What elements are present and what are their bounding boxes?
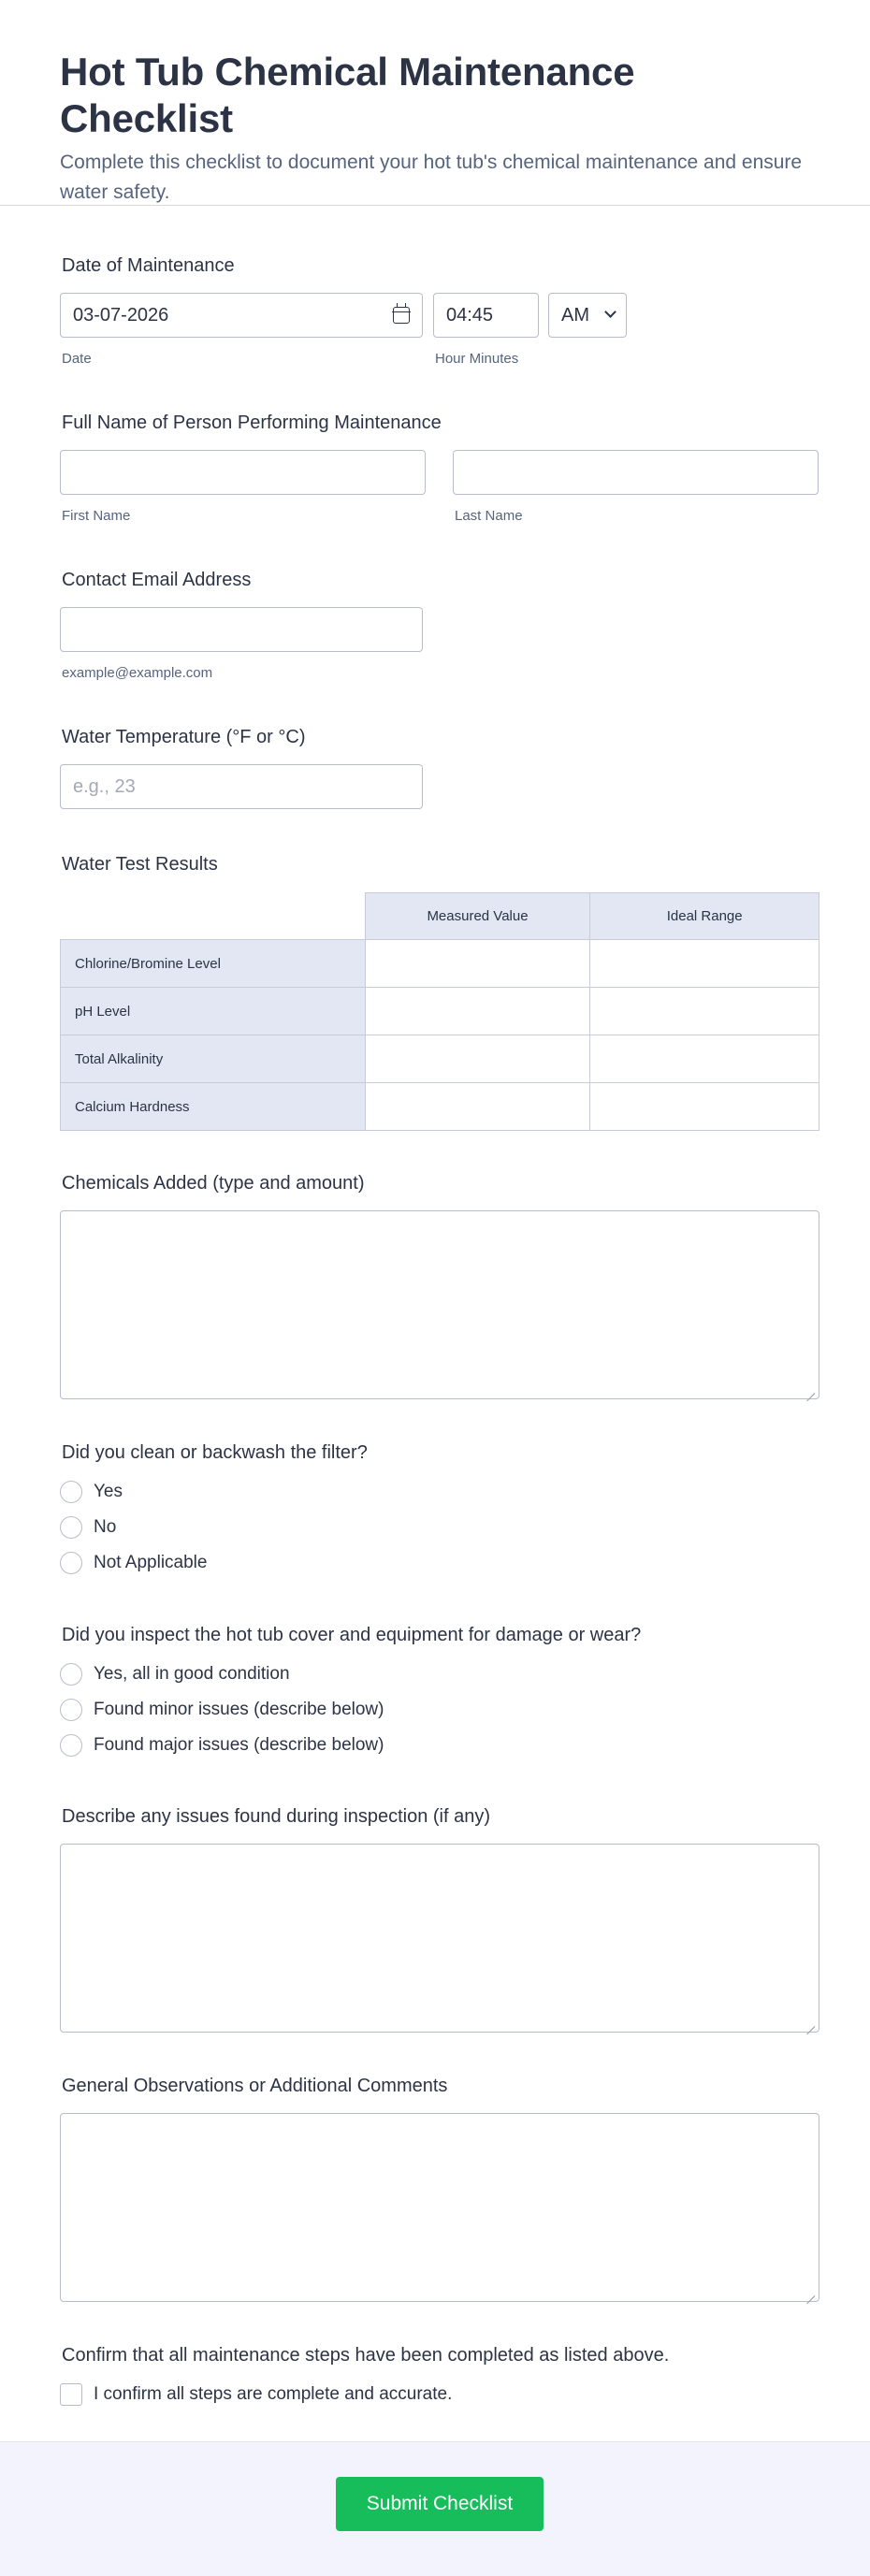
filter-question: [60, 1440, 819, 1465]
row-header: pH Level: [61, 988, 366, 1035]
row-header: Total Alkalinity: [61, 1035, 366, 1083]
date-value: 03-07-2026: [73, 304, 169, 326]
row-header: Chlorine/Bromine Level: [61, 940, 366, 988]
table-row: [61, 988, 819, 1035]
temperature-question-label: Water Temperature (°F or °C): [62, 727, 306, 747]
water-test-label: Water Test Results: [62, 854, 218, 875]
form-subtitle: Complete this checklist to document your hot tub's chemical maintenance and ensure water safety.: [60, 152, 803, 203]
ideal-range-cell[interactable]: [590, 1035, 819, 1083]
email-sublabel: example@example.com: [62, 665, 213, 681]
radio-button[interactable]: [60, 1663, 82, 1686]
time-sublabel: Hour Minutes: [435, 351, 519, 367]
chemicals-question: [60, 1171, 819, 1195]
table-row: [61, 1083, 819, 1131]
inspection-question-label: Did you inspect the hot tub cover and equipment for damage or wear?: [62, 1625, 642, 1645]
form-footer: [0, 2441, 870, 2576]
ideal-range-cell[interactable]: [590, 988, 819, 1035]
inspection-option-minor[interactable]: [60, 1699, 384, 1721]
filter-option-no[interactable]: [60, 1516, 116, 1539]
chemicals-question-label: Chemicals Added (type and amount): [62, 1173, 365, 1194]
resize-handle-icon[interactable]: [805, 1385, 815, 1395]
date-question: [60, 253, 819, 278]
filter-option-yes[interactable]: [60, 1481, 123, 1503]
inspection-question: [60, 1623, 819, 1647]
option-label: Yes, all in good condition: [94, 1664, 290, 1684]
temperature-input[interactable]: [60, 764, 423, 809]
name-question-label: Full Name of Person Performing Maintenance: [62, 412, 442, 433]
water-test-question: [60, 852, 819, 876]
measured-value-cell[interactable]: [365, 1083, 590, 1131]
date-question-label: Date of Maintenance: [62, 255, 235, 276]
comments-question-label: General Observations or Additional Comments: [62, 2076, 448, 2096]
filter-option-not-applicable[interactable]: [60, 1552, 207, 1574]
form-title: Hot Tub Chemical Maintenance Checklist: [60, 50, 635, 140]
email-question: [60, 568, 819, 592]
measured-value-cell[interactable]: [365, 940, 590, 988]
ideal-range-cell[interactable]: [590, 1083, 819, 1131]
radio-button[interactable]: [60, 1481, 82, 1503]
last-name-sublabel: Last Name: [455, 508, 523, 524]
temperature-question: [60, 725, 819, 749]
filter-question-label: Did you clean or backwash the filter?: [62, 1442, 368, 1463]
option-label: Found major issues (describe below): [94, 1735, 384, 1755]
comments-textarea[interactable]: [60, 2113, 819, 2302]
ideal-range-cell[interactable]: [590, 940, 819, 988]
chemicals-textarea[interactable]: [60, 1210, 819, 1399]
radio-button[interactable]: [60, 1699, 82, 1721]
measured-value-cell[interactable]: [365, 1035, 590, 1083]
option-label: Yes: [94, 1482, 123, 1501]
first-name-input[interactable]: [60, 450, 426, 495]
last-name-input[interactable]: [453, 450, 819, 495]
first-name-sublabel: First Name: [62, 508, 131, 524]
radio-button[interactable]: [60, 1552, 82, 1574]
option-label: No: [94, 1517, 117, 1537]
time-input[interactable]: [433, 293, 539, 338]
issues-question-label: Describe any issues found during inspection (if any): [62, 1806, 491, 1827]
option-label: Found minor issues (describe below): [94, 1700, 384, 1719]
column-header: Measured Value: [365, 893, 590, 940]
resize-handle-icon[interactable]: [805, 2288, 815, 2297]
option-label: Not Applicable: [94, 1553, 208, 1572]
resize-handle-icon[interactable]: [805, 2019, 815, 2028]
column-header: Ideal Range: [590, 893, 819, 940]
radio-button[interactable]: [60, 1734, 82, 1757]
row-header: Calcium Hardness: [61, 1083, 366, 1131]
form-header: [0, 0, 870, 206]
date-sublabel: Date: [62, 351, 92, 367]
water-test-table: [60, 892, 819, 1131]
time-value: 04:45: [446, 304, 494, 326]
comments-question: [60, 2074, 819, 2098]
ampm-value: AM: [561, 304, 589, 326]
measured-value-cell[interactable]: [365, 988, 590, 1035]
table-corner-cell: [61, 893, 366, 940]
inspection-option-major[interactable]: [60, 1734, 384, 1757]
confirm-checkbox-label: I confirm all steps are complete and accurate.: [94, 2384, 453, 2404]
email-field[interactable]: [60, 607, 423, 652]
confirm-question-label: Confirm that all maintenance steps have been completed as listed above.: [62, 2345, 670, 2366]
confirm-checkbox[interactable]: [60, 2383, 82, 2406]
confirm-option[interactable]: [60, 2383, 452, 2406]
table-row: [61, 940, 819, 988]
ampm-select[interactable]: [548, 293, 627, 338]
table-row: [61, 1035, 819, 1083]
date-input[interactable]: [60, 293, 423, 338]
temperature-placeholder: e.g., 23: [73, 775, 136, 797]
inspection-option-good[interactable]: [60, 1663, 290, 1686]
issues-question: [60, 1804, 819, 1829]
chevron-down-icon: [604, 306, 616, 318]
radio-button[interactable]: [60, 1516, 82, 1539]
submit-button[interactable]: Submit Checklist: [336, 2477, 544, 2531]
confirm-question: [60, 2343, 819, 2367]
email-question-label: Contact Email Address: [62, 570, 252, 590]
calendar-icon[interactable]: [393, 307, 410, 324]
table-header-row: [61, 893, 819, 940]
name-question: [60, 411, 819, 435]
issues-textarea[interactable]: [60, 1844, 819, 2033]
